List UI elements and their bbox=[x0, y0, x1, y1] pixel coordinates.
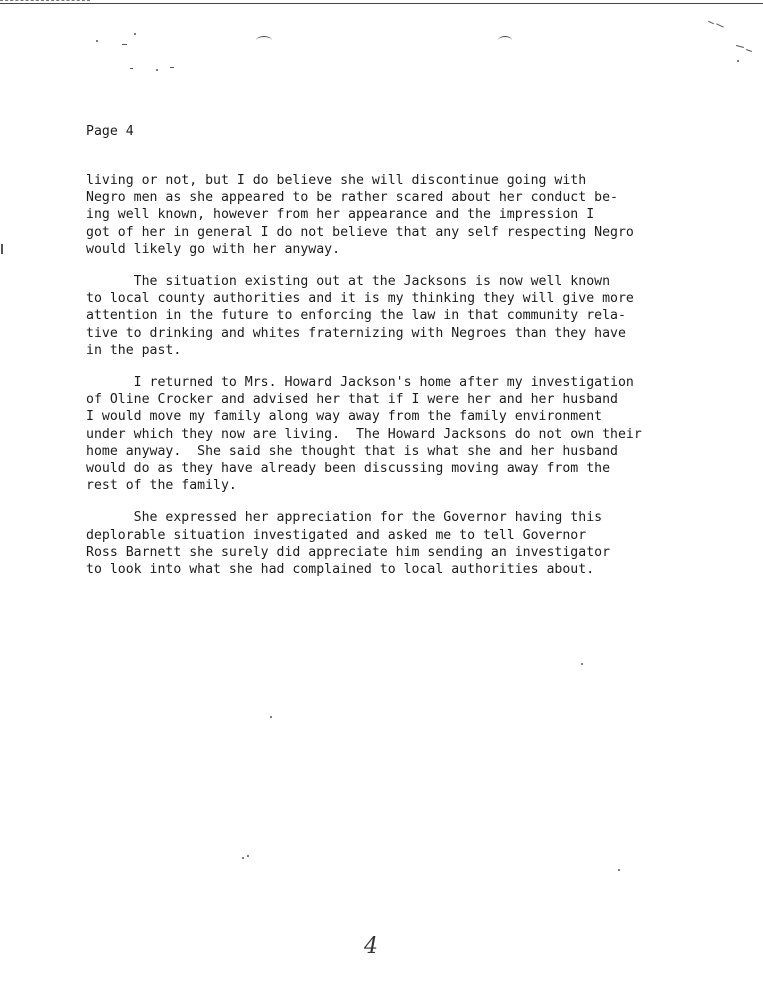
scan-speck bbox=[134, 33, 136, 35]
scan-mark bbox=[130, 68, 133, 69]
scan-mark bbox=[170, 67, 174, 68]
paragraph-4 bbox=[86, 509, 726, 578]
top-border-line bbox=[0, 3, 763, 4]
text-line: of Oline Crocker and advised her that if I were her and her husband bbox=[86, 392, 618, 408]
scan-mark bbox=[736, 45, 744, 48]
text-line: deplorable situation investigated and asked me to tell Governor bbox=[86, 527, 587, 543]
top-edge-dashes bbox=[0, 0, 90, 1]
scan-mark bbox=[746, 49, 752, 52]
paragraph-3 bbox=[86, 374, 726, 494]
scan-arc bbox=[256, 36, 272, 45]
text-line: rest of the family. bbox=[86, 478, 237, 494]
text-line: under which they now are living. The Howard Jacksons do not own their bbox=[86, 426, 642, 442]
text-line: Ross Barnett she surely did appreciate him sending an investigator bbox=[86, 544, 611, 560]
scan-mark bbox=[708, 21, 714, 24]
paragraph-1 bbox=[86, 172, 726, 258]
text-line: The situation existing out at the Jacksons is now well known bbox=[86, 274, 611, 290]
scan-speck bbox=[242, 857, 244, 859]
scan-speck bbox=[247, 855, 249, 857]
scan-speck bbox=[618, 869, 620, 871]
text-line: attention in the future to enforcing the law in that community rela- bbox=[86, 308, 626, 324]
page-label: Page 4 bbox=[86, 124, 134, 139]
text-line: to look into what she had complained to local authorities about. bbox=[86, 562, 595, 578]
scan-speck bbox=[581, 663, 583, 665]
text-line: tive to drinking and whites fraternizing with Negroes than they have bbox=[86, 325, 626, 341]
scan-speck bbox=[1, 244, 3, 254]
text-line: in the past. bbox=[86, 342, 182, 358]
text-line: I returned to Mrs. Howard Jackson's home after my investigation bbox=[86, 375, 634, 391]
scan-mark bbox=[122, 44, 127, 45]
text-line: would do as they have already been discussing moving away from the bbox=[86, 461, 611, 477]
scan-speck bbox=[156, 69, 158, 71]
scan-speck bbox=[737, 60, 739, 62]
scan-mark bbox=[716, 23, 724, 27]
text-line: I would move my family along way away from the family environment bbox=[86, 409, 603, 425]
text-line: ing well known, however from her appearance and the impression I bbox=[86, 207, 595, 223]
paragraph-2 bbox=[86, 273, 726, 359]
scan-arc bbox=[498, 36, 512, 45]
text-line: She expressed her appreciation for the Governor having this bbox=[86, 510, 603, 526]
text-line: would likely go with her anyway. bbox=[86, 241, 341, 257]
text-line: living or not, but I do believe she will discontinue going with bbox=[86, 173, 587, 188]
text-line: home anyway. She said she thought that is what she and her husband bbox=[86, 443, 618, 459]
handwritten-page-number: 4 bbox=[364, 934, 378, 959]
scan-speck bbox=[96, 40, 98, 42]
text-line: to local county authorities and it is my thinking they will give more bbox=[86, 291, 634, 307]
scan-speck bbox=[270, 716, 272, 718]
letter-body bbox=[86, 172, 726, 593]
text-line: Negro men as she appeared to be rather scared about her conduct be- bbox=[86, 190, 618, 206]
text-line: got of her in general I do not believe that any self respecting Negro bbox=[86, 224, 634, 240]
